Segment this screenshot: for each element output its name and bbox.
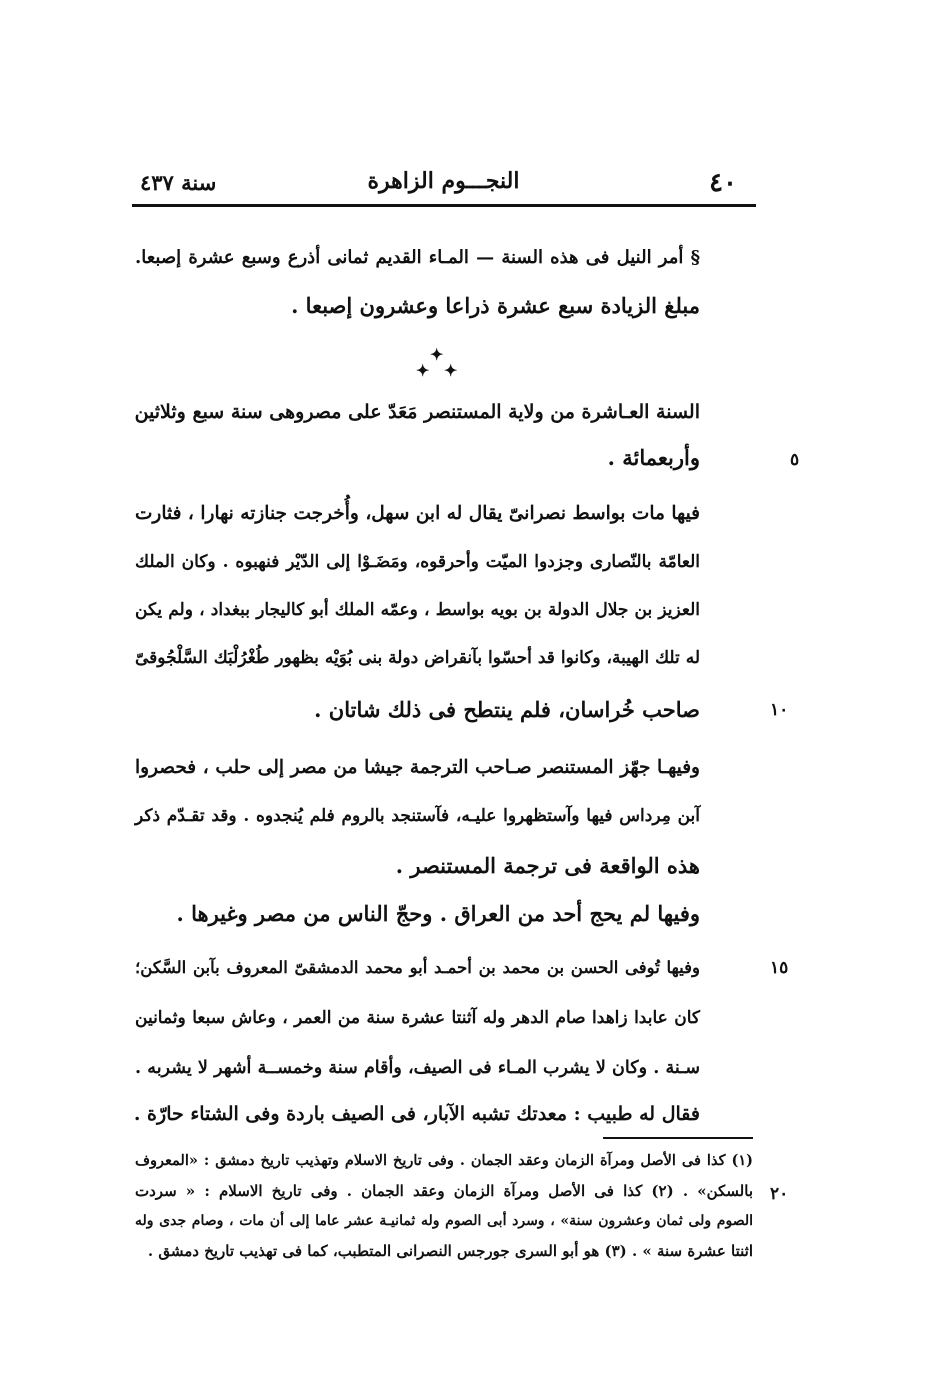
page-number: ٤٠ bbox=[709, 168, 737, 198]
running-year: سنة ٤٣٧ bbox=[140, 170, 217, 195]
para2-line-2: العامّة بالنّصارى وجزدوا الميّت وأحرقوه، ومَضَـوْا إلى الدّيْر فنهبوه . وكان الملك bbox=[135, 552, 700, 572]
nile-line-2: مبلغ الزيادة سبع عشرة ذراعا وعشرون إصبعا . bbox=[291, 293, 700, 318]
para2-line-1: فيها مات بواسط نصرانىّ يقال له ابن سهل، وأُخرجت جنازته نهارا ، فثارت bbox=[135, 503, 700, 524]
footnote-line-4: اثنتا عشرة سنة » . (٣) هو أبو السرى جورجس النصرانى المتطبب، كما فى تهذيب تاريخ دمشق . bbox=[147, 1242, 753, 1260]
para4-line-1: وفيها لم يحج أحد من العراق . وحجّ الناس من مصر وغيرها . bbox=[176, 901, 700, 926]
footnote-line-1: (١) كذا فى الأصل ومرآة الزمان وعقد الجمان . وفى تاريخ الاسلام وتهذيب تاريخ دمشق : «المعروف bbox=[135, 1152, 753, 1169]
nile-line-1: § أمر النيل فى هذه السنة — المـاء القديم ثمانى أذرع وسبع عشرة إصبعا. bbox=[135, 247, 700, 268]
running-header bbox=[132, 162, 755, 202]
para2-line-3: العزيز بن جلال الدولة بن بويه بواسط ، وعمّه الملك أبو كاليجار ببغداد ، ولم يكن bbox=[135, 600, 700, 620]
margin-line-number-10: ١٠ bbox=[770, 700, 789, 720]
margin-line-number-5: ٥ bbox=[790, 450, 800, 470]
margin-line-number-15: ١٥ bbox=[770, 958, 789, 978]
para5-line-2: كان عابدا زاهدا صام الدهر وله آثنتا عشرة سنة من العمر ، وعاش سبعا وثمانين bbox=[135, 1008, 700, 1028]
para2-line-4: له تلك الهيبة، وكانوا قد أحسّوا بآنقراض دولة بنى بُوَيْه بظهور طُغْرُلْبَك السَّلْجُوقىّ bbox=[135, 648, 700, 668]
para5-line-1: وفيها تُوفى الحسن بن محمد بن أحمـد أبو محمد الدمشقىّ المعروف بآبن السَّكن؛ bbox=[135, 958, 700, 977]
para3-line-2: آبن مِرداس فيها وآستظهروا عليـه، فآستنجد بالروم فلم يُنجدوه . وقد تقـدّم ذكر bbox=[135, 806, 700, 826]
ornament-mark-top: ✦ bbox=[430, 345, 444, 364]
para5-line-3: سـنة . وكان لا يشرب المـاء فى الصيف، وأقام سنة وخمســة أشهر لا يشربه . bbox=[135, 1058, 700, 1078]
para5-line-4: فقال له طبيب : معدتك تشبه الآبار، فى الصيف باردة وفى الشتاء حارّة . bbox=[133, 1103, 700, 1125]
footnote-line-2: بالسكن» . (٢) كذا فى الأصل ومرآة الزمان وعقد الجمان . وفى تاريخ الاسلام : « سردت bbox=[135, 1182, 753, 1200]
para3-line-1: وفيهـا جهّز المستنصر صـاحب الترجمة جيشا من مصر إلى حلب ، فحصروا bbox=[135, 757, 700, 778]
running-title: النجـــوم الزاهرة bbox=[367, 168, 520, 194]
header-rule bbox=[132, 204, 756, 207]
ornament-mark-left: ✦ bbox=[416, 361, 430, 380]
year-heading-line-2: وأربعمائة . bbox=[607, 445, 700, 470]
year-heading-line-1: السنة العـاشرة من ولاية المستنصر مَعَدّ على مصروهى سنة سبع وثلاثين bbox=[134, 401, 700, 423]
margin-line-number-20: ٢٠ bbox=[770, 1184, 789, 1204]
section-ornament bbox=[412, 345, 462, 385]
footnote-rule bbox=[603, 1137, 753, 1139]
footnote-line-3: الصوم ولى ثمان وعشرون سنة» ، وسرد أبى الصوم وله ثمانيـة عشر عاما إلى أن مات ، وصام جدى وله bbox=[135, 1213, 753, 1229]
para3-line-3: هذه الواقعة فى ترجمة المستنصر . bbox=[395, 853, 700, 878]
ornament-mark-right: ✦ bbox=[444, 361, 458, 380]
para2-line-5: صاحب خُراسان، فلم ينتطح فى ذلك شاتان . bbox=[314, 697, 700, 722]
